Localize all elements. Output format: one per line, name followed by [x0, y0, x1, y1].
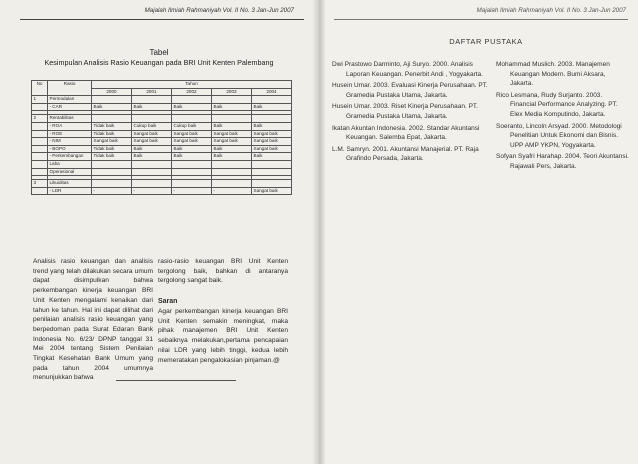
cell-rasio: Operasional: [48, 168, 92, 176]
table-subtitle: Kesimpulan Analisis Rasio Keuangan pada BRI Unit Kenten Palembang: [44, 58, 274, 67]
cell-value: Sangat baik: [172, 138, 212, 146]
cell-value: Baik: [212, 122, 252, 130]
table-row: [32, 168, 292, 176]
cell-value: [172, 96, 212, 104]
cell-rasio: - Perkembangan: [48, 153, 92, 161]
cell-value: [252, 168, 292, 176]
header-rule-left: [20, 19, 304, 20]
cell-value: Baik: [132, 153, 172, 161]
header-tahun: Tahun: [92, 81, 292, 89]
reference-entry: Dwi Prastowo Darminto, Aji Suryo. 2000. Analisis Laporan Keuangan. Penerbit Andi , Yogyakarta.: [332, 61, 483, 78]
cell-value: Sangat baik: [252, 130, 292, 138]
references-right-column: [496, 60, 630, 174]
cell-value: Sangat baik: [212, 138, 252, 146]
cell-no: 1: [32, 96, 48, 104]
cell-value: [132, 96, 172, 104]
cell-value: Baik: [172, 103, 212, 111]
cell-value: [92, 180, 132, 188]
cell-value: [252, 115, 292, 123]
cell-value: Cukup baik: [132, 122, 172, 130]
cell-value: -: [92, 187, 132, 195]
running-header-right: Majalah Ilmiah Rahmaniyah Vol. II No. 3 Jan-Jun 2007: [476, 7, 626, 14]
saran-paragraph: Agar perkembangan kinerja keuangan BRI Unit Kenten semakin meningkat, maka pihak manajemen BRI Unit Kenten sebaiknya melakukan,pertama pencapaian nilai LDR yang lebih tinggi, kedua lebih memeratakan pengalokasian pinjaman.@: [158, 308, 288, 364]
cell-value: Sangat baik: [172, 130, 212, 138]
header-year: 2000: [92, 88, 132, 96]
cell-no: [32, 103, 48, 111]
cell-value: [132, 168, 172, 176]
bibliography-title: DAFTAR PUSTAKA: [449, 37, 523, 46]
cell-no: [32, 153, 48, 161]
right-page: [318, 0, 638, 464]
table-row: [32, 180, 292, 188]
cell-rasio: Laba: [48, 160, 92, 168]
table-row: [32, 122, 292, 130]
cell-no: [32, 138, 48, 146]
cell-value: [132, 180, 172, 188]
cell-value: [132, 160, 172, 168]
cell-value: Baik: [212, 153, 252, 161]
table-row: [32, 145, 292, 153]
header-year: 2003: [212, 88, 252, 96]
cell-rasio: - NIM: [48, 138, 92, 146]
cell-value: Baik: [92, 103, 132, 111]
cell-value: Sangat baik: [252, 187, 292, 195]
cell-no: 3: [32, 180, 48, 188]
cell-value: Baik: [172, 145, 212, 153]
cell-value: -: [212, 187, 252, 195]
reference-entry: Sofyan Syafri Harahap. 2004. Teori Akuntansi. Rajawali Pers, Jakarta.: [496, 153, 629, 170]
saran-heading: Saran: [158, 298, 178, 305]
cell-value: Baik: [252, 153, 292, 161]
ratio-table: [31, 80, 292, 195]
table-row: [32, 103, 292, 111]
cell-value: [172, 168, 212, 176]
cell-no: [32, 122, 48, 130]
cell-rasio: Permodalan: [48, 96, 92, 104]
cell-rasio: - LDR: [48, 187, 92, 195]
cell-value: Baik: [252, 103, 292, 111]
cell-value: [212, 180, 252, 188]
cell-value: Sangat baik: [212, 130, 252, 138]
cell-value: Baik: [212, 103, 252, 111]
table-row: [32, 115, 292, 123]
header-rasio: Rasio: [48, 81, 92, 96]
cell-value: Tidak baik: [92, 130, 132, 138]
cell-value: -: [132, 187, 172, 195]
cell-no: [32, 187, 48, 195]
cell-no: [32, 168, 48, 176]
cell-value: Sangat baik: [252, 145, 292, 153]
table-title: Tabel: [149, 48, 169, 57]
reference-entry: Mohammad Muslich. 2003. Manajemen Keuangan Modern. Bumi Aksara, Jakarta.: [496, 61, 610, 88]
cell-rasio: - ROA: [48, 122, 92, 130]
cell-value: [92, 115, 132, 123]
conclusion-paragraph-continued: rasio-rasio keuangan BRI Unit Kenten tergolong baik, bahkan di antaranya tergolong sangat baik.: [158, 258, 288, 285]
cell-rasio: Rentabilitas: [48, 115, 92, 123]
cell-value: Baik: [212, 145, 252, 153]
cell-rasio: Likuiditas: [48, 180, 92, 188]
cell-value: [132, 115, 172, 123]
cell-value: [212, 115, 252, 123]
cell-value: [92, 96, 132, 104]
conclusion-paragraph: Analisis rasio keuangan dan analisis trend yang telah dilakukan secara umum dapat disimpulkan bahwa perkembangan kinerja keuangan BRI Unit Kenten mengalami kenaikan dari tahun ke tahun. Hal ini dapat dilihat dari penilaian analisis rasio keuangan yang berpedoman pada Surat Edaran Bank Indonesia No. 6/23/ DPNP tanggal 31 Mei 2004 tentang Sistem Penilaian Tingkat Kesehatan Bank Umum yang pada tahun 2004 umumnya menunjukkan bahwa: [33, 258, 153, 382]
cell-value: -: [172, 187, 212, 195]
reference-entry: Ikatan Akuntan Indonesia. 2002. Standar Akuntansi Keuangan. Salemba Epat, Jakarta.: [332, 124, 480, 142]
reference-entry: Husein Umar. 2003. Riset Kinerja Perusahaan. PT. Gramedia Pustaka Utama, Jakarta.: [332, 103, 478, 120]
cell-value: [172, 115, 212, 123]
cell-value: Sangat baik: [132, 138, 172, 146]
left-page: [0, 0, 318, 464]
table-row: [32, 153, 292, 161]
cell-value: [212, 168, 252, 176]
cell-rasio: - BOPO: [48, 145, 92, 153]
cell-no: [32, 160, 48, 168]
table-row: [32, 160, 292, 168]
table-row: [32, 187, 292, 195]
header-rule-right: [334, 19, 628, 20]
cell-value: [252, 96, 292, 104]
table-row: [32, 96, 292, 104]
reference-entry: Husein Umar. 2003. Evaluasi Kinerja Perusahaan. PT. Gramedia Pustaka Utama, Jakarta.: [332, 82, 488, 99]
cell-no: [32, 145, 48, 153]
cell-rasio: - CAR: [48, 103, 92, 111]
cell-value: Tidak baik: [92, 153, 132, 161]
header-year: 2004: [252, 88, 292, 96]
cell-value: [172, 180, 212, 188]
cell-value: [92, 168, 132, 176]
references-left-column: [332, 60, 492, 166]
cell-value: Cukup baik: [172, 122, 212, 130]
table-row: [32, 138, 292, 146]
cell-value: Tidak baik: [92, 122, 132, 130]
table-row: [32, 130, 292, 138]
reference-entry: Soeranto, Lincoln Arsyad. 2000. Metodologi Penelitian Untuk Ekonomi dan Bisnis. UPP AMP YKPN, Yogyakarta.: [496, 122, 622, 149]
footnote-rule: [116, 380, 236, 381]
cell-value: Tidak baik: [92, 145, 132, 153]
cell-value: Baik: [132, 145, 172, 153]
cell-value: [252, 180, 292, 188]
header-year: 2001: [132, 88, 172, 96]
cell-value: Sangat baik: [132, 130, 172, 138]
cell-no: 2: [32, 115, 48, 123]
reference-entry: Rico Lesmana, Rudy Surjanto. 2003. Financial Performance Analyzing. PT. Elex Media Komputindo, Jakarta.: [496, 91, 618, 118]
cell-rasio: - ROE: [48, 130, 92, 138]
running-header-left: Majalah Ilmiah Rahmaniyah Vol. II No. 3 Jan-Jun 2007: [144, 7, 294, 14]
reference-entry: L.M. Samryn. 2001. Akuntansi Manajerial. PT. Raja Grafindo Persada, Jakarta.: [332, 145, 479, 163]
header-year: 2002: [172, 88, 212, 96]
cell-value: Sangat baik: [92, 138, 132, 146]
cell-value: Sangat baik: [252, 138, 292, 146]
cell-value: Baik: [132, 103, 172, 111]
cell-no: [32, 130, 48, 138]
cell-value: [212, 160, 252, 168]
cell-value: Baik: [252, 122, 292, 130]
cell-value: [172, 160, 212, 168]
cell-value: [212, 96, 252, 104]
cell-value: Baik: [172, 153, 212, 161]
header-no: No: [32, 81, 48, 96]
cell-value: [252, 160, 292, 168]
cell-value: [92, 160, 132, 168]
